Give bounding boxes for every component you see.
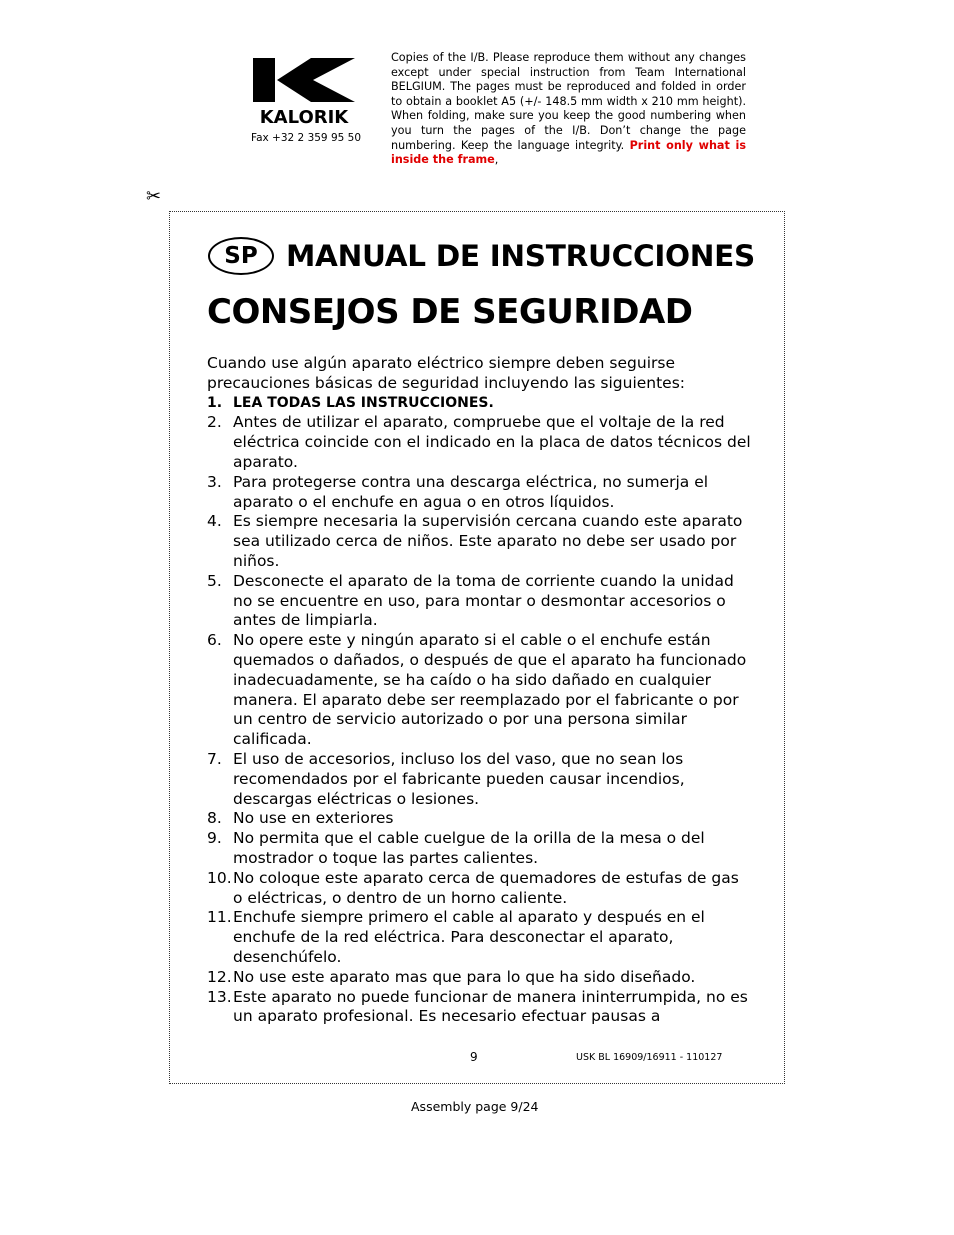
kalorik-logo — [251, 56, 357, 126]
manual-header — [208, 234, 755, 278]
reproduction-notice — [391, 51, 746, 168]
list-item: 3. Para protegerse contra una descarga eléctrica, no sumerja el aparato o el enchufe en agua o en otros líquidos. — [207, 472, 709, 511]
list-item: 5. Desconecte el aparato de la toma de corriente cuando la unidad no se encuentre en uso, para montar o desmontar accesorios o antes de limpiarla. — [207, 571, 734, 630]
list-item: 7. El uso de accesorios, incluso los del vaso, que no sean los recomendados por el fabricante pueden causar incendios, descargas eléctricas o lesiones. — [207, 749, 685, 808]
list-item: 12. No use este aparato mas que para lo que ha sido diseñado. — [207, 967, 696, 986]
language-badge: SP — [208, 237, 274, 275]
scissors-icon: ✂ — [146, 186, 162, 207]
safety-content — [207, 354, 752, 1027]
assembly-page: Assembly page 9/24 — [411, 1099, 539, 1114]
section-title: CONSEJOS DE SEGURIDAD — [207, 292, 693, 332]
list-item: 4. Es siempre necesaria la supervisión cercana cuando este aparato sea utilizado cerca de niños. Este aparato no debe ser usado por niños. — [207, 512, 743, 570]
list-item: 8. No use en exteriores — [207, 809, 394, 828]
notice-end: , — [494, 153, 499, 167]
list-item: 2. Antes de utilizar el aparato, compruebe que el voltaje de la red eléctrica coincide con el indicado en la placa de datos técnicos del aparato. — [207, 413, 751, 471]
logo-text: KALORIK — [259, 107, 349, 126]
list-item: 9. No permita que el cable cuelgue de la orilla de la mesa o del mostrador o toque las partes calientes. — [207, 829, 705, 867]
model-code: USK BL 16909/16911 - 110127 — [576, 1052, 723, 1063]
list-item: 1. LEA TODAS LAS INSTRUCCIONES. — [207, 394, 494, 411]
list-item: 11. Enchufe siempre primero el cable al aparato y después en el enchufe de la red eléctrica. Para desconectar el aparato, desenchúfelo. — [207, 908, 705, 966]
notice-text: Copies of the I/B. Please reproduce them without any changes except under special instruction from Team International BELGIUM. The pages must be reproduced and folded in order to obtain a booklet A5 (+/- 148.5 mm width x 210 mm height). When folding, make sure you keep the good numbering when you turn the pages of the I/B. Don’t change the page numbering. Keep the language integrity. — [391, 51, 746, 152]
list-item: 6. No opere este y ningún aparato si el cable o el enchufe están quemados o dañados, o después de que el aparato ha funcionado inadecuadamente, se ha caído o ha sido dañado en cualquier manera. El aparato debe ser reemplazado por el fabricante o por un centro de servicio autorizado o por una persona similar calificada. — [207, 631, 747, 749]
list-item: 10. No coloque este aparato cerca de quemadores de estufas de gas o eléctricas, o dentro de un horno caliente. — [207, 868, 739, 907]
manual-title: MANUAL DE INSTRUCCIONES — [286, 239, 755, 273]
list-item: 13. Este aparato no puede funcionar de manera ininterrumpida, no es un aparato profesional. Es necesario efectuar pausas a — [207, 987, 748, 1026]
intro-paragraph: Cuando use algún aparato eléctrico siempre deben seguirse precauciones básicas de seguridad incluyendo las siguientes: — [207, 354, 686, 392]
print-frame — [169, 211, 785, 1084]
safety-list — [207, 394, 752, 1028]
notice-red-text: Print only what is inside the frame — [391, 138, 746, 167]
fax-number: Fax +32 2 359 95 50 — [251, 132, 362, 144]
page-number: 9 — [470, 1050, 478, 1064]
